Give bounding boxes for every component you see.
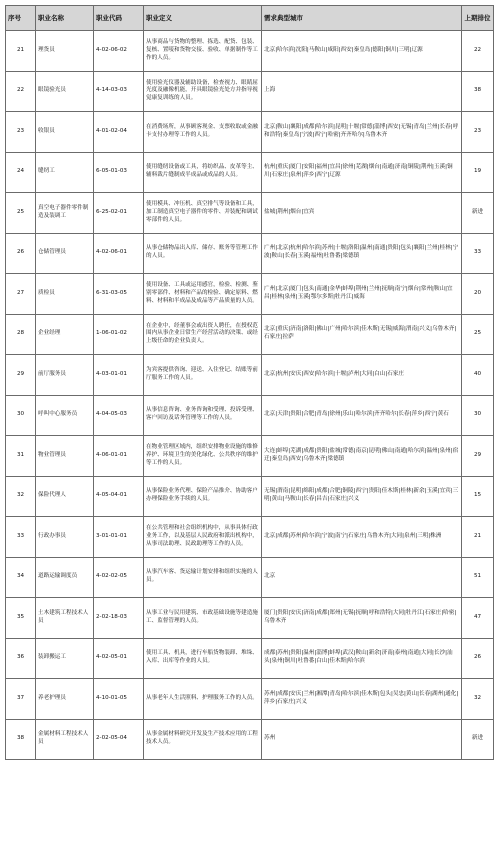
cell-code: 4-14-03-03 [94, 71, 144, 112]
header-code: 职业代码 [94, 6, 144, 31]
cell-rank: 47 [462, 598, 494, 639]
cell-definition: 为宾客提供咨询、迎送、入住登记、结账等前厅服务工作的人员。 [144, 355, 262, 396]
cell-rank: 新进 [462, 719, 494, 760]
cell-code: 2-02-05-04 [94, 719, 144, 760]
cell-name: 眼镜验光员 [36, 71, 94, 112]
table-row [6, 517, 494, 558]
cell-cities: 上海 [262, 71, 462, 112]
cell-definition: 从事金属材料研究开发及生产技术应用的工程技术人员。 [144, 719, 262, 760]
cell-name: 收银员 [36, 112, 94, 153]
table-row [6, 719, 494, 760]
table-row [6, 557, 494, 598]
cell-name: 仓储管理员 [36, 233, 94, 274]
cell-name: 土木建筑工程技术人员 [36, 598, 94, 639]
header-definition: 职业定义 [144, 6, 262, 31]
cell-definition: 从事商品与货物的整理、拣选、配货、包装、复核、置唛和货物交接、验收、单据制作等工作的人员。 [144, 31, 262, 72]
cell-cities: 苏州|成都|安庆|兰州|湘潭|青岛|哈尔滨|佳木斯|包头|吴忠|黄山|长春|湖州|通化|萍乡|石家庄|兴义 [262, 679, 462, 720]
cell-no: 38 [6, 719, 36, 760]
cell-no: 22 [6, 71, 36, 112]
cell-no: 36 [6, 638, 36, 679]
cell-cities: 大连|蚌埠|芜湖|成都|贵阳|盐城|常德|南京|昆明|佛山|南通|哈尔滨|温州|泉州|宿迁|秦皇岛|西安|乌鲁木齐|梁德镇 [262, 436, 462, 477]
cell-code: 4-04-05-03 [94, 395, 144, 436]
cell-no: 32 [6, 476, 36, 517]
cell-cities: 北京|鞍山|襄阳|成都|哈尔滨|昆明|十堰|常德|淄博|西安|无锡|青岛|兰州|长春|呼和浩特|秦皇岛|宁波|西宁|哈密|齐齐哈尔|乌鲁木齐 [262, 112, 462, 153]
cell-rank: 30 [462, 395, 494, 436]
cell-cities: 盐城|荆州|烟台|宜宾 [262, 193, 462, 234]
cell-definition: 从事工业与民用建筑、市政基础设施等建造施工、监督管理的人员。 [144, 598, 262, 639]
table-row [6, 31, 494, 72]
cell-cities: 北京 [262, 557, 462, 598]
table-row [6, 152, 494, 193]
table-row [6, 436, 494, 477]
cell-code: 4-02-06-02 [94, 31, 144, 72]
cell-rank: 38 [462, 71, 494, 112]
cell-no: 25 [6, 193, 36, 234]
cell-no: 24 [6, 152, 36, 193]
cell-name: 保险代理人 [36, 476, 94, 517]
table-row [6, 395, 494, 436]
cell-name: 物业管理员 [36, 436, 94, 477]
table-row [6, 233, 494, 274]
cell-rank: 33 [462, 233, 494, 274]
cell-cities: 北京|重庆|济南|洛阳|佛山|广州|哈尔滨|佳木斯|无锡|威海|渭南|兴义|乌鲁木齐|石家庄|拉萨 [262, 314, 462, 355]
cell-name: 道路运输调度员 [36, 557, 94, 598]
cell-rank: 40 [462, 355, 494, 396]
table-body [6, 31, 494, 760]
table-row [6, 476, 494, 517]
cell-rank: 新进 [462, 193, 494, 234]
cell-no: 27 [6, 274, 36, 315]
table-row [6, 314, 494, 355]
table-row [6, 679, 494, 720]
cell-definition: 在消费场所，从事顾客现金、支票收取或金融卡支付办理等工作的人员。 [144, 112, 262, 153]
table-row [6, 193, 494, 234]
cell-no: 21 [6, 31, 36, 72]
cell-definition: 使用模具、冲压机、真空排气等设备和工具，加工制造真空电子器件的零件、并装配和调试零部件的人员。 [144, 193, 262, 234]
cell-definition: 从事仓储物品出入库、储存、账务等管理工作的人员。 [144, 233, 262, 274]
cell-no: 23 [6, 112, 36, 153]
cell-no: 29 [6, 355, 36, 396]
cell-name: 真空电子器件零件制造及装调工 [36, 193, 94, 234]
cell-no: 35 [6, 598, 36, 639]
cell-rank: 32 [462, 679, 494, 720]
cell-no: 28 [6, 314, 36, 355]
cell-name: 企业经理 [36, 314, 94, 355]
cell-name: 行政办事员 [36, 517, 94, 558]
cell-name: 呼叫中心服务员 [36, 395, 94, 436]
cell-no: 31 [6, 436, 36, 477]
cell-code: 4-06-01-01 [94, 436, 144, 477]
table-header-row [6, 6, 494, 31]
cell-rank: 15 [462, 476, 494, 517]
cell-name: 前厅服务员 [36, 355, 94, 396]
cell-rank: 22 [462, 31, 494, 72]
cell-code: 4-02-02-05 [94, 557, 144, 598]
cell-rank: 25 [462, 314, 494, 355]
cell-name: 养老护理员 [36, 679, 94, 720]
cell-name: 理货员 [36, 31, 94, 72]
header-name: 职业名称 [36, 6, 94, 31]
cell-code: 6-25-02-01 [94, 193, 144, 234]
cell-rank: 26 [462, 638, 494, 679]
table-row [6, 274, 494, 315]
cell-definition: 在公共管理和社会组织机构中，从事具体行政业务工作，以及基层人民政府和派出机构中，从事司法助理、民政助理等工作的人员。 [144, 517, 262, 558]
cell-no: 33 [6, 517, 36, 558]
cell-definition: 从事信息咨询、业务咨询和受理、投诉受理、客户回访及话务管理等工作的人员。 [144, 395, 262, 436]
table-row [6, 355, 494, 396]
cell-definition: 从事保险业务代理、保险产品推介、协助客户办理保险业务手续的人员。 [144, 476, 262, 517]
cell-cities: 无锡|渭南|昆明|绵阳|成都|合肥|铜陵|西宁|贵阳|佳木斯|桂林|新余|玉溪|宜宾|三明|黄山|马鞍山|长春|昌吉|石家庄|兴义 [262, 476, 462, 517]
table-row [6, 598, 494, 639]
cell-code: 1-06-01-02 [94, 314, 144, 355]
cell-cities: 北京|杭州|安庆|西安|哈尔滨|十堰|泸州|大同|白山|石家庄 [262, 355, 462, 396]
cell-rank: 23 [462, 112, 494, 153]
cell-code: 3-01-01-01 [94, 517, 144, 558]
cell-code: 4-03-01-01 [94, 355, 144, 396]
cell-no: 34 [6, 557, 36, 598]
cell-no: 37 [6, 679, 36, 720]
cell-cities: 北京|天津|贵阳|合肥|青岛|徐州|乐山|哈尔滨|齐齐哈尔|长春|萍乡|西宁|黄石 [262, 395, 462, 436]
cell-rank: 29 [462, 436, 494, 477]
cell-rank: 21 [462, 517, 494, 558]
cell-code: 6-05-01-03 [94, 152, 144, 193]
cell-definition: 在物业管理区域内，组织安排物业设施的维修养护、环境卫生的美化绿化、公共秩序的维护等工作的人员。 [144, 436, 262, 477]
cell-definition: 使用缝纫设备或工具，将纺织品、皮革等主、辅料裁片缝制成半成品或成品的人员。 [144, 152, 262, 193]
header-cities: 需求典型城市 [262, 6, 462, 31]
cell-code: 2-02-18-03 [94, 598, 144, 639]
cell-definition: 使用工具、机具，进行车船货物装卸、堆垛、入库、出库等作业的人员。 [144, 638, 262, 679]
header-rank: 上期排位 [462, 6, 494, 31]
header-no: 序号 [6, 6, 36, 31]
cell-cities: 北京|成都|苏州|哈尔滨|宁波|南宁|石家庄|乌鲁木齐|大同|泉州|三明|株洲 [262, 517, 462, 558]
table-row [6, 638, 494, 679]
cell-rank: 20 [462, 274, 494, 315]
cell-definition: 使用设备、工具或运用感官，检验、检测、鉴别零部件、材料和产品的检验、确定原料、燃料、材料和半成品及成品等产品质量的人员。 [144, 274, 262, 315]
cell-code: 4-02-06-01 [94, 233, 144, 274]
table-row [6, 112, 494, 153]
cell-code: 6-31-03-05 [94, 274, 144, 315]
cell-cities: 广州|北京|厦门|包头|南通|金华|蚌埠|荆州|兰州|抚顺|南宁|烟台|常州|鞍山|宜昌|桂林|泉州|玉溪|鄂尔多斯|牡丹江|威海 [262, 274, 462, 315]
cell-definition: 使用验光仪器及辅助设备，检查视力、眼睛屈光度及融像机能，开具眼镜验光处方并指导视觉康复训练的人员。 [144, 71, 262, 112]
cell-name: 缝纫工 [36, 152, 94, 193]
cell-rank: 19 [462, 152, 494, 193]
cell-name: 金属材料工程技术人员 [36, 719, 94, 760]
cell-code: 4-05-04-01 [94, 476, 144, 517]
cell-cities: 北京|哈尔滨|沈阳|马鞍山|咸阳|西安|秦皇岛|德阳|铜川|三明|辽源 [262, 31, 462, 72]
cell-name: 装卸搬运工 [36, 638, 94, 679]
cell-cities: 广州|北京|杭州|哈尔滨|苏州|十堰|洛阳|温州|南通|贵阳|包头|襄阳|兰州|桂林|宁波|鞍山|长春|玉溪|福州|吐鲁番|梁德镇 [262, 233, 462, 274]
cell-no: 30 [6, 395, 36, 436]
cell-code: 4-02-05-01 [94, 638, 144, 679]
cell-cities: 杭州|重庆|厦门|安阳|福州|宜昌|徐州|芜湖|烟台|南通|济南|铜陵|荆州|玉溪|铜川|石家庄|泉州|萍乡|西宁|辽源 [262, 152, 462, 193]
cell-definition: 从事老年人生活照料、护理服务工作的人员。 [144, 679, 262, 720]
cell-definition: 在企业中，经董事会或出资人聘任，在授权范围内从事企业日常生产经营活动的决策、或经上级任命的企业负责人。 [144, 314, 262, 355]
cell-name: 质检员 [36, 274, 94, 315]
cell-rank: 51 [462, 557, 494, 598]
cell-code: 4-10-01-05 [94, 679, 144, 720]
cell-cities: 厦门|贵阳|安庆|济南|成都|郑州|无锡|抚顺|呼和浩特|大同|牡丹江|石家庄|哈密|乌鲁木齐 [262, 598, 462, 639]
cell-cities: 成都|苏州|贵阳|温州|淄博|蚌埠|武汉|鞍山|新余|济南|泰州|南通|大同|长沙|汕头|泉州|铜川|吐鲁番|白山|佳木斯|哈尔滨 [262, 638, 462, 679]
occupation-table [5, 5, 494, 760]
cell-code: 4-01-02-04 [94, 112, 144, 153]
table-row [6, 71, 494, 112]
cell-no: 26 [6, 233, 36, 274]
cell-cities: 苏州 [262, 719, 462, 760]
cell-definition: 从事汽车客、货运输计划安排和组织实施的人员。 [144, 557, 262, 598]
